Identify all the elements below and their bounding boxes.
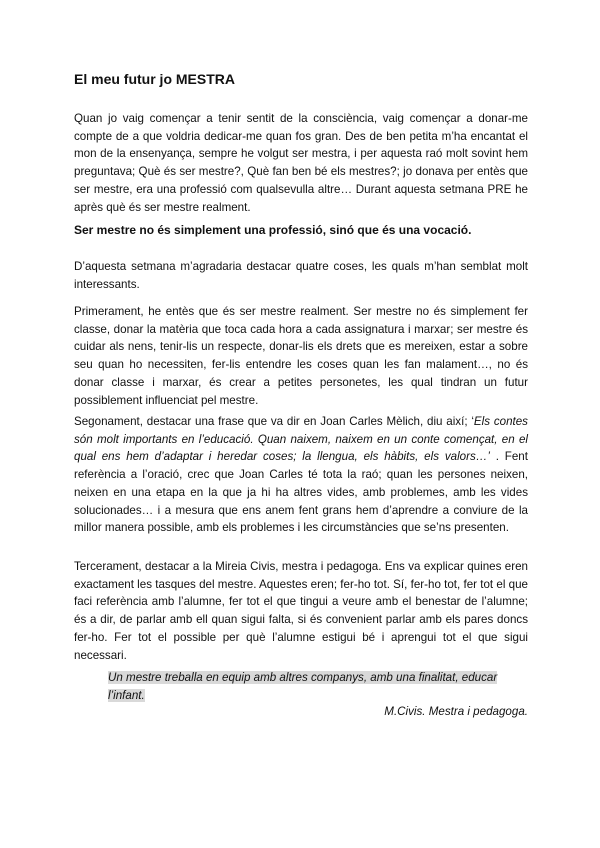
- paragraph-intro: Quan jo vaig començar a tenir sentit de la consciència, vaig començar a donar-me compte de a que voldria dedicar-me quan fos gran. Des de ben petita m’ha encantat el mon de la ensenyança, sempre he volgut ser mestra, i per aquesta raó molt sovint hem preguntava; Què és ser mestre?, Què fan ben bé els mestres?; jo donava per entès que ser mestre, era una professió com qualsevulla altre… Durant aquesta setmana PRE he après què és ser mestre realment.: [74, 112, 528, 214]
- melich-quote: Els contes són molt importants en l’educació. Quan naixem, naixem en un conte començat, en el qual ens hem d’adaptar i heredar coses; la llengua, els hàbits, els valors…’: [74, 415, 528, 464]
- paragraph-third-point: Tercerament, destacar a la Mireia Civis, mestra i pedagoga. Ens va explicar quines eren exactament les tasques del mestre. Aquestes eren; fer-ho tot. Sí, fer-ho tot, fer tot el que faci referència amb l’alumne, fer tot el que tingui a veure amb el benestar de l’alumne; és a dir, de parlar amb ell quan sigui falta, si és convenient parlar amb els pares doncs fer-ho. Fer tot el possible per què l’alumne estigui bé i aprengui tot el que sigui necessari.: [74, 560, 528, 662]
- highlighted-quote: [108, 669, 528, 704]
- paragraph-second-point: [74, 413, 528, 537]
- second-point-rest: . Fent referència a l’oració, crec que Joan Carles té tota la raó; quan les persones neixen, neixen en una etapa en la que ja hi ha altres vides, amb problemes, amb les vides solucionades… i a mesura que ens anem fent grans hem d’aprendre a conviure de la millor manera possible, amb els problemes i les circumstàncies que se’ns presenten.: [74, 450, 528, 535]
- headline-statement: Ser mestre no és simplement una professió, sinó que és una vocació.: [74, 223, 472, 237]
- quote-attribution: M.Civis. Mestra i pedagoga.: [384, 705, 528, 718]
- paragraph-highlights: D’aquesta setmana m’agradaria destacar quatre coses, les quals m’han semblat molt interessants.: [74, 260, 528, 291]
- second-point-intro: Segonament, destacar una frase que va dir en Joan Carles Mèlich, diu així; ‘: [74, 415, 474, 428]
- document-title: El meu futur jo MESTRA: [74, 71, 235, 87]
- quote-text: Un mestre treballa en equip amb altres companys, amb una finalitat, educar l’infant.: [108, 671, 498, 702]
- paragraph-first-point: Primerament, he entès que és ser mestre realment. Ser mestre no és simplement fer classe, donar la matèria que toca cada hora a cada assignatura i marxar; ser mestre és cuidar als nens, tenir-lis un respecte, donar-lis els drets que es mereixen, estar a sobre seu quan ho necessiten, fer-lis entendre les coses quan les fan malament…, no és donar classe i marxar, és crear a petites personetes, les qual tindran un futur possiblement influenciat pel mestre.: [74, 305, 528, 407]
